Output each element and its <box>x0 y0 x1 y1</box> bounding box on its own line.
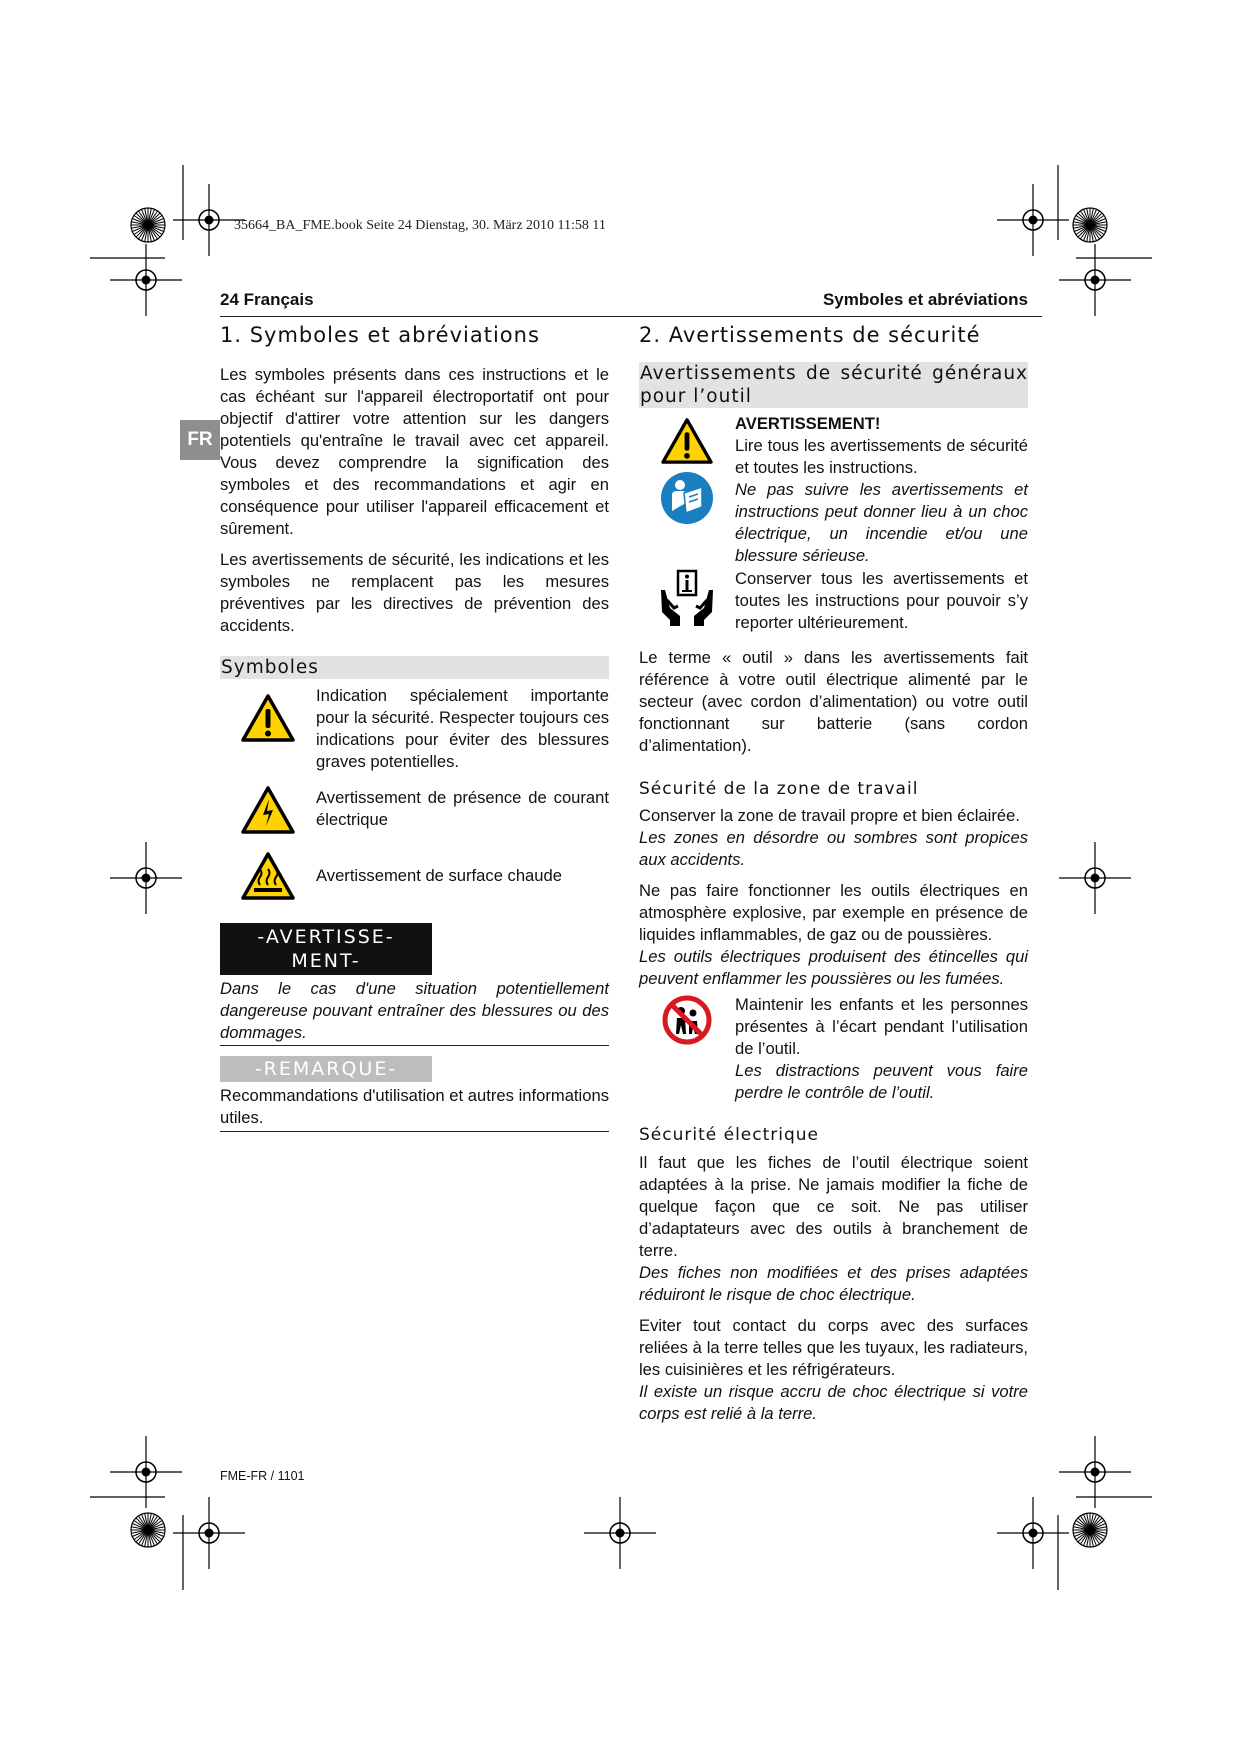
electric-text-2: Eviter tout contact du corps avec des surfaces reliées à la terre telles que les tuyaux, les radiateurs, les cuisinières et les réfrigérateurs. <box>639 1316 1028 1379</box>
electric-hazard-icon <box>240 785 296 835</box>
keep-instructions-text: Conserver tous les avertissements et toutes les instructions pour pouvoir s’y reporter ultérieurement. <box>735 569 1028 632</box>
electric-italic-2: Il existe un risque accru de choc électrique si votre corps est relié à la terre. <box>639 1382 1028 1423</box>
symbol-row <box>220 851 609 901</box>
warnings-paragraph: Les avertissements de sécurité, les indications et les symboles ne remplacent pas les mesures préventives par les directives de prévention des accidents. <box>220 550 609 635</box>
keep-children-away-icon <box>661 994 713 1046</box>
warning-label-line1: -AVERTISSE- <box>257 926 395 948</box>
electric-italic-1: Des fiches non modifiées et des prises adaptées réduiront le risque de choc électrique. <box>639 1263 1028 1304</box>
warning-bold-label: AVERTISSEMENT! <box>735 414 881 433</box>
electric-heading: Sécurité électrique <box>639 1125 820 1145</box>
children-italic: Les distractions peuvent vous faire perdre le contrôle de l’outil. <box>735 1061 1028 1102</box>
electric-paragraph-2 <box>639 1315 1028 1425</box>
warning-rule <box>220 1045 609 1046</box>
section-title-symbols: 1. Symboles et abréviations <box>220 323 540 347</box>
right-column <box>639 324 1028 1434</box>
work-area-paragraph-1 <box>639 805 1028 871</box>
hot-surface-icon <box>240 851 296 901</box>
print-info-line: 35664_BA_FME.book Seite 24 Dienstag, 30. März 2010 11:58 11 <box>234 218 606 233</box>
page-header-left: 24 Français <box>220 290 314 309</box>
warning-read-text: Lire tous les avertissements de sécurité et toutes les instructions. <box>735 436 1028 477</box>
symbols-heading: Symboles <box>220 656 609 679</box>
children-text: Maintenir les enfants et les personnes présentes à l’écart pendant l’utilisation de l’outil. <box>735 995 1028 1058</box>
electric-paragraph-1 <box>639 1152 1028 1306</box>
warning-consequence-text: Ne pas suivre les avertissements et instructions peut donner lieu à un choc électrique, un incendie et/ou une blessure sérieuse. <box>735 480 1028 565</box>
intro-paragraph: Les symboles présents dans ces instructions et le cas échéant sur l'appareil électroportatif ont pour objectif d'attirer votre attention sur les dangers potentiels qu'entraîne le travail avec cet appareil. Vous devez comprendre la signification des symboles et des recommandations et agir en conséquence pour utiliser l'appareil efficacement et sûrement. <box>220 365 609 538</box>
warning-triangle-icon <box>240 693 296 743</box>
work-area-italic-2: Les outils électriques produisent des étincelles qui peuvent enflammer les poussières ou les fumées. <box>639 947 1028 988</box>
general-warnings-heading: Avertissements de sécurité généraux pour l’outil <box>640 363 1028 407</box>
symbol-row <box>220 787 609 835</box>
keep-instructions-icon <box>658 568 716 628</box>
note-rule <box>220 1131 609 1132</box>
header-rule <box>220 316 1042 317</box>
symbol-text-important: Indication spécialement importante pour la sécurité. Respecter toujours ces indications pour éviter des blessures graves potentielles. <box>316 686 609 771</box>
warning-description: Dans le cas d'une situation potentiellement dangereuse pouvant entraîner des blessures ou des dommages. <box>220 979 609 1042</box>
warning-triangle-icon <box>660 417 714 465</box>
warning-block <box>639 413 1028 567</box>
warning-label-line2: MENT- <box>291 950 361 972</box>
symbol-text-electric: Avertissement de présence de courant électrique <box>316 788 609 829</box>
language-tab: FR <box>180 420 220 460</box>
page-header-right: Symboles et abréviations <box>822 290 1028 309</box>
symbol-text-hot: Avertissement de surface chaude <box>316 866 562 885</box>
work-area-paragraph-2 <box>639 880 1028 990</box>
work-area-text-1: Conserver la zone de travail propre et bien éclairée. <box>639 806 1020 825</box>
page-footer: FME-FR / 1101 <box>220 1469 305 1483</box>
work-area-italic-1: Les zones en désordre ou sombres sont propices aux accidents. <box>639 828 1028 869</box>
read-manual-icon <box>660 471 714 525</box>
work-area-heading: Sécurité de la zone de travail <box>639 779 919 799</box>
note-description: Recommandations d'utilisation et autres informations utiles. <box>220 1086 609 1127</box>
keep-instructions-block <box>639 568 1028 634</box>
left-column <box>220 324 609 1132</box>
electric-text-1: Il faut que les fiches de l’outil électrique soient adaptées à la prise. Ne jamais modifier la fiche de quelque façon que ce soit. Ne pas utiliser d’adaptateurs avec des outils à branchement de terre. <box>639 1153 1028 1260</box>
work-area-text-2: Ne pas faire fonctionner les outils électriques en atmosphère explosive, par exemple en présence de liquides inflammables, de gaz ou de poussières. <box>639 881 1028 944</box>
term-paragraph: Le terme « outil » dans les avertissements fait référence à votre outil électrique alimenté par le secteur (avec cordon d’alimentation) ou votre outil fonctionnant sur batterie (sans cordon d’alimentation). <box>639 648 1028 755</box>
symbol-row <box>220 685 609 773</box>
children-block <box>639 994 1028 1104</box>
section-title-safety: 2. Avertissements de sécurité <box>639 323 981 347</box>
note-label: -REMARQUE- <box>220 1056 432 1082</box>
warning-label <box>220 923 432 975</box>
